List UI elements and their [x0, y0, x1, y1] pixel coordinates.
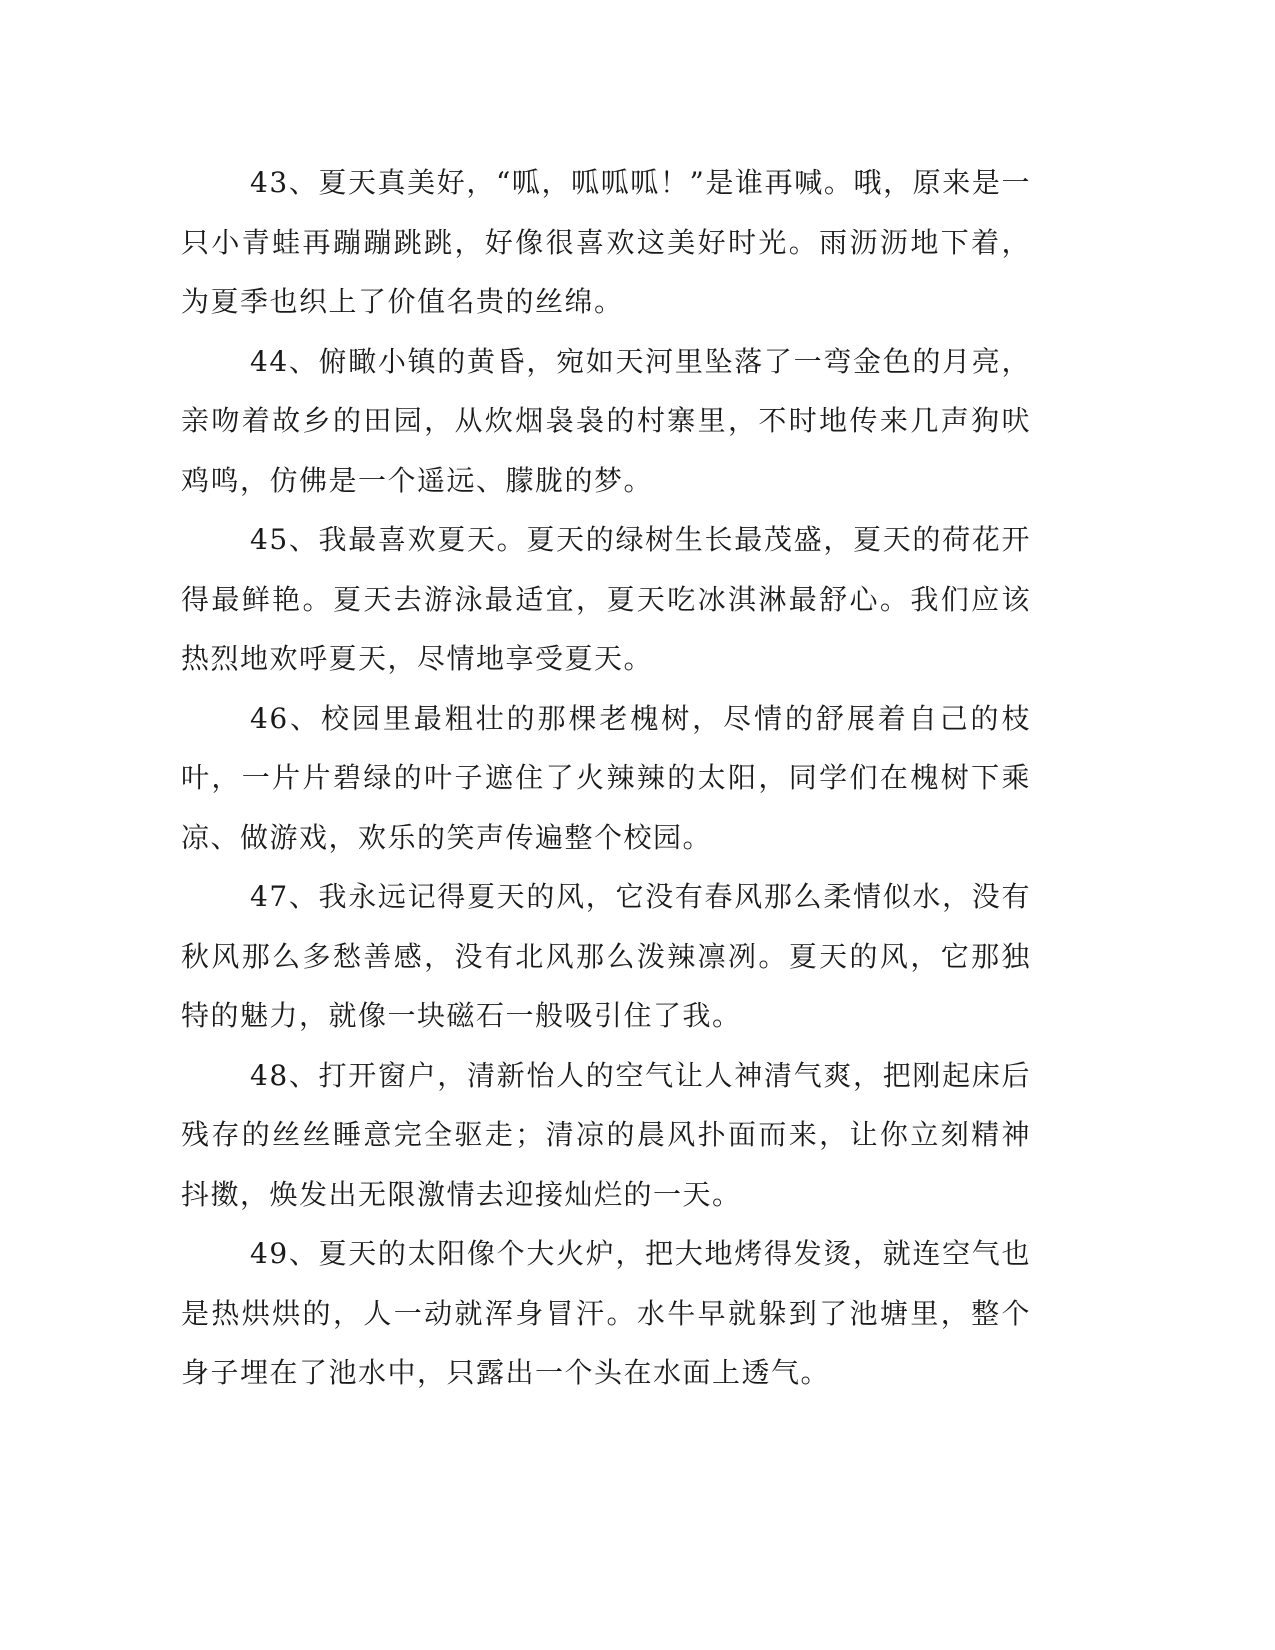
paragraph-46: 46、校园里最粗壮的那棵老槐树，尽情的舒展着自己的枝叶，一片片碧绿的叶子遮住了火辣辣的太阳，同学们在槐树下乘凉、做游戏，欢乐的笑声传遍整个校园。	[181, 701, 1031, 854]
paragraph-49: 49、夏天的太阳像个大火炉，把大地烤得发烫，就连空气也是热烘烘的，人一动就浑身冒汗。水牛早就躲到了池塘里，整个身子埋在了池水中，只露出一个头在水面上透气。	[181, 1237, 1031, 1389]
paragraph-44: 44、俯瞰小镇的黄昏，宛如天河里坠落了一弯金色的月亮，亲吻着故乡的田园，从炊烟袅袅的村寨里，不时地传来几声狗吠鸡鸣，仿佛是一个遥远、朦胧的梦。	[181, 344, 1031, 497]
paragraph-48: 48、打开窗户，清新怡人的空气让人神清气爽，把刚起床后残存的丝丝睡意完全驱走；清凉的晨风扑面而来，让你立刻精神抖擞，焕发出无限激情去迎接灿烂的一天。	[181, 1058, 1031, 1211]
paragraph-47: 47、我永远记得夏天的风，它没有春风那么柔情似水，没有秋风那么多愁善感，没有北风那么泼辣凛冽。夏天的风，它那独特的魅力，就像一块磁石一般吸引住了我。	[181, 880, 1031, 1032]
document-body	[181, 153, 1031, 1403]
paragraph-45: 45、我最喜欢夏天。夏天的绿树生长最茂盛，夏天的荷花开得最鲜艳。夏天去游泳最适宜，夏天吃冰淇淋最舒心。我们应该热烈地欢呼夏天，尽情地享受夏天。	[181, 523, 1031, 675]
paragraph-43: 43、夏天真美好，“呱，呱呱呱！”是谁再喊。哦，原来是一只小青蛙再蹦蹦跳跳，好像很喜欢这美好时光。雨沥沥地下着，为夏季也织上了价值名贵的丝绵。	[181, 166, 1031, 318]
